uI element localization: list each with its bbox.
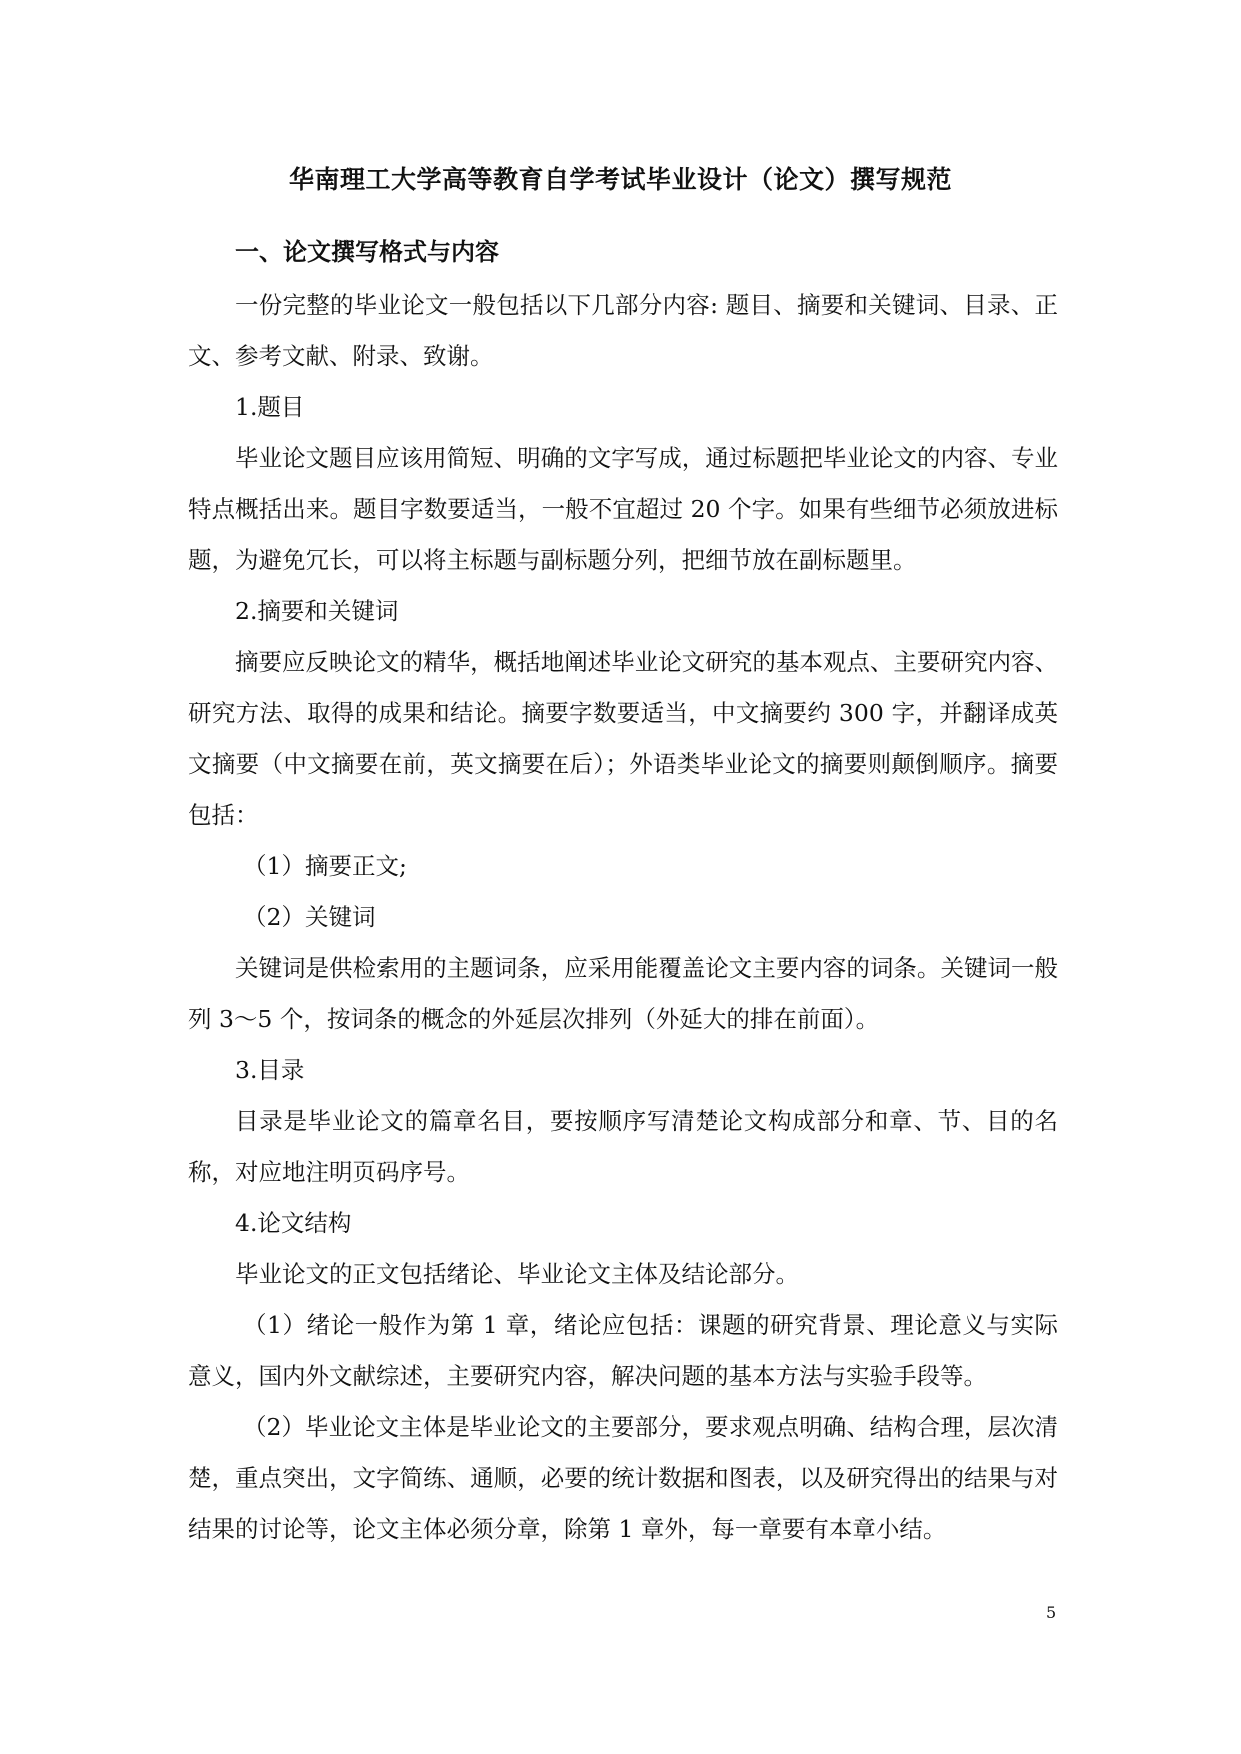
subheading-toc: 3.目录 [235,1056,305,1084]
section-heading: 一、论文撰写格式与内容 [235,238,499,266]
document-body [188,280,1058,1555]
list-item-main-body: （2）毕业论文主体是毕业论文的主要部分，要求观点明确、结构合理，层次清楚，重点突出，文字简练、通顺，必要的统计数据和图表，以及研究得出的结果与对结果的讨论等，论文主体必须分章，除第 1 章外，每一章要有本章小结。 [188,1413,1058,1543]
list-item-introduction: （1）绪论一般作为第 1 章，绪论应包括：课题的研究背景、理论意义与实际意义，国内外文献综述，主要研究内容，解决问题的基本方法与实验手段等。 [188,1311,1058,1390]
list-item-abstract-text: （1）摘要正文; [243,852,407,880]
page-number: 5 [1046,1603,1057,1622]
subheading-structure: 4.论文结构 [235,1209,352,1237]
subheading-abstract: 2.摘要和关键词 [235,597,399,625]
paragraph-keywords-rules: 关键词是供检索用的主题词条，应采用能覆盖论文主要内容的词条。关键词一般列 3～5 个，按词条的概念的外延层次排列（外延大的排在前面）。 [188,954,1058,1033]
paragraph-abstract-rules: 摘要应反映论文的精华，概括地阐述毕业论文研究的基本观点、主要研究内容、研究方法、取得的成果和结论。摘要字数要适当，中文摘要约 300 字，并翻译成英文摘要（中文摘要在前，英文摘要在后）；外语类毕业论文的摘要则颠倒顺序。摘要包括： [188,648,1058,829]
paragraph-intro: 一份完整的毕业论文一般包括以下几部分内容: 题目、摘要和关键词、目录、正文、参考文献、附录、致谢。 [188,291,1058,370]
paragraph-toc-rules: 目录是毕业论文的篇章名目，要按顺序写清楚论文构成部分和章、节、目的名称，对应地注明页码序号。 [188,1107,1058,1186]
list-item-keywords: （2）关键词 [243,903,376,931]
paragraph-title-rules: 毕业论文题目应该用简短、明确的文字写成，通过标题把毕业论文的内容、专业特点概括出来。题目字数要适当，一般不宜超过 20 个字。如果有些细节必须放进标题，为避免冗长，可以将主标题与副标题分列，把细节放在副标题里。 [188,444,1058,574]
paragraph-structure-intro: 毕业论文的正文包括绪论、毕业论文主体及结论部分。 [235,1260,799,1288]
document-title: 华南理工大学高等教育自学考试毕业设计（论文）撰写规范 [288,165,952,194]
subheading-title: 1.题目 [235,393,305,421]
